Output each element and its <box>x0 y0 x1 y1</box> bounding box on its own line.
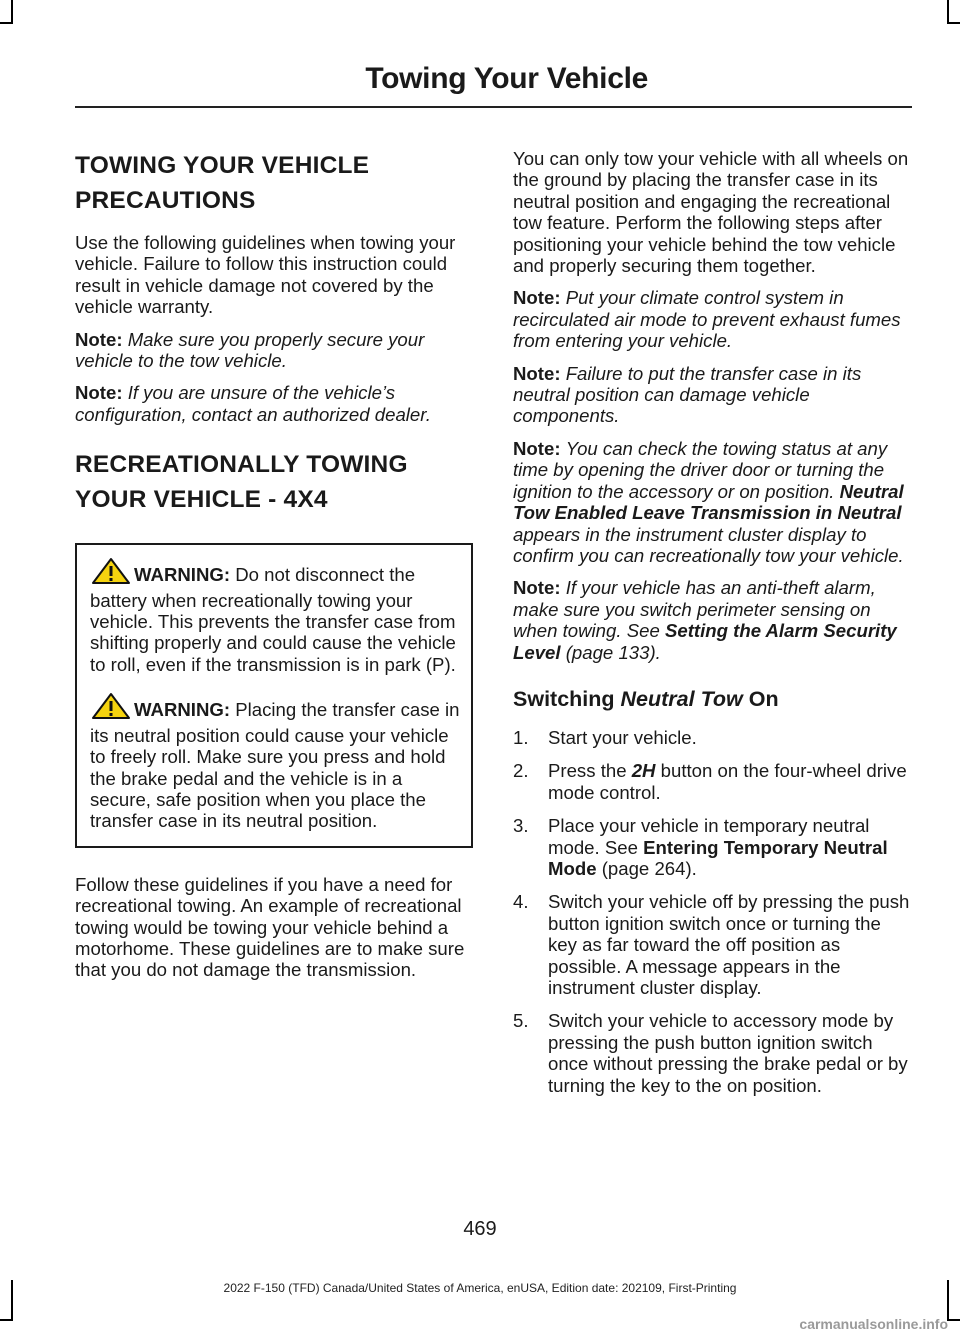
list-item <box>513 1010 911 1096</box>
list-item <box>513 727 911 748</box>
crop-mark <box>947 22 960 24</box>
step-text: Switch your vehicle off by pressing the push button ignition switch once or turning the key as far toward the off position as possible. A message appears in the instrument cluster display. <box>548 891 910 998</box>
see-text: See <box>626 620 660 642</box>
note-text: appears in the instrument cluster display to confirm you can recreationally tow your vehicle. <box>513 523 904 566</box>
cross-reference-link[interactable]: Entering Temporary Neutral Mode <box>548 836 888 879</box>
step-number: 3. <box>513 815 529 837</box>
right-column <box>513 148 911 1108</box>
step-text: Place your vehicle in temporary neutral mode. <box>548 815 870 858</box>
list-item <box>513 760 911 803</box>
step-text: Press the <box>548 760 627 782</box>
step-number: 4. <box>513 891 529 913</box>
note-label: Note: <box>75 328 123 350</box>
button-name: 2H <box>631 760 656 782</box>
display-message: Neutral Tow Enabled Leave Transmission in Neutral <box>513 480 904 524</box>
step-text: Start your vehicle. <box>548 726 697 748</box>
crop-mark <box>0 1319 13 1321</box>
note <box>513 577 911 663</box>
note-text: Make sure you properly secure your vehicle to the tow vehicle. <box>75 328 425 372</box>
step-number: 1. <box>513 726 529 748</box>
warning <box>90 692 463 831</box>
heading-recreational-towing <box>75 447 473 517</box>
list-item <box>513 815 911 879</box>
warning-box <box>75 543 473 847</box>
warning-label: WARNING: <box>134 564 231 586</box>
step-number: 2. <box>513 760 529 782</box>
step-number: 5. <box>513 1010 529 1032</box>
heading-line: RECREATIONALLY TOWING <box>75 451 408 479</box>
subheading-text: On <box>748 686 779 711</box>
note-text: Put your climate control system in recirculated air mode to prevent exhaust fumes from entering your vehicle. <box>513 287 901 352</box>
note <box>513 287 911 351</box>
page-reference: (page 264). <box>601 857 697 879</box>
intro-paragraph: Use the following guidelines when towing your vehicle. Failure to follow this instruction could result in vehicle damage not covered by the vehicle warranty. <box>75 232 456 318</box>
guidelines-paragraph: Follow these guidelines if you have a need for recreational towing. An example of recreational towing would be towing your vehicle behind a motorhome. These guidelines are to make sure that you do not damage the transmission. <box>75 873 465 981</box>
step-text: Switch your vehicle to accessory mode by pressing the push button ignition switch once without pressing the brake pedal or by turning the key to the on position. <box>548 1010 908 1096</box>
subheading-italic: Neutral Tow <box>620 686 743 711</box>
heading-line: YOUR VEHICLE - 4X4 <box>75 486 328 514</box>
note-label: Note: <box>75 382 123 404</box>
crop-mark <box>11 0 13 24</box>
heading-line: PRECAUTIONS <box>75 187 256 214</box>
warning-triangle-icon <box>91 557 131 589</box>
see-text: See <box>604 836 638 858</box>
warning-text: Do not disconnect the battery when recreationally towing your vehicle. This prevents the transfer case from shifting properly and could cause the vehicle to roll, even if the transmission is in park (P). <box>90 564 456 675</box>
note <box>75 329 473 372</box>
crop-mark <box>0 22 13 24</box>
page-number: 469 <box>463 1218 497 1240</box>
warning-triangle-icon <box>91 692 131 724</box>
footer-edition-info: 2022 F-150 (TFD) Canada/United States of America, enUSA, Edition date: 202109, First-Printing <box>223 1281 737 1295</box>
warning <box>90 557 463 675</box>
page-header-title: Towing Your Vehicle <box>365 62 648 95</box>
note-text: Failure to put the transfer case in its neutral position can damage vehicle components. <box>513 362 862 427</box>
list-item <box>513 891 911 998</box>
crop-mark <box>947 0 949 24</box>
note-text: If you are unsure of the vehicle’s configuration, contact an authorized dealer. <box>75 382 431 425</box>
note-label: Note: <box>513 362 561 384</box>
note-text: You can check the towing status at any time by opening the driver door or turning the ignition to the accessory or on position. <box>513 437 888 502</box>
step-text: button on the four-wheel drive mode control. <box>548 760 907 803</box>
page-reference: (page 133). <box>565 641 661 663</box>
note <box>513 438 911 566</box>
note-label: Note: <box>513 287 561 309</box>
note <box>75 382 473 425</box>
header-rule <box>75 106 912 108</box>
warning-label: WARNING: <box>134 699 231 721</box>
heading-towing-precautions <box>75 148 473 218</box>
cross-reference-link[interactable]: Setting the Alarm Security Level <box>513 620 897 663</box>
warning-text: Placing the transfer case in its neutral position could cause your vehicle to freely roll. Make sure you press and hold the brake pedal and the vehicle is in a secure, safe position when you place the transfer case in its neutral position. <box>90 699 460 832</box>
intro-paragraph: You can only tow your vehicle with all wheels on the ground by placing the transfer case in its neutral position and engaging the recreational tow feature. Perform the following steps after positioning your vehicle behind the tow vehicle and properly securing them together. <box>513 148 909 277</box>
heading-line: TOWING YOUR VEHICLE <box>75 152 370 179</box>
watermark: carmanualsonline.info <box>799 1316 948 1332</box>
subheading-switching-neutral-tow <box>513 685 911 713</box>
subheading-text: Switching <box>513 686 615 711</box>
note-label: Note: <box>513 577 561 599</box>
note <box>513 363 911 427</box>
steps-list <box>513 727 911 1096</box>
note-text: If your vehicle has an anti-theft alarm, make sure you switch perimeter sensing on when towing. <box>513 577 876 642</box>
left-column <box>75 148 473 992</box>
note-label: Note: <box>513 437 561 459</box>
crop-mark <box>947 1319 960 1321</box>
